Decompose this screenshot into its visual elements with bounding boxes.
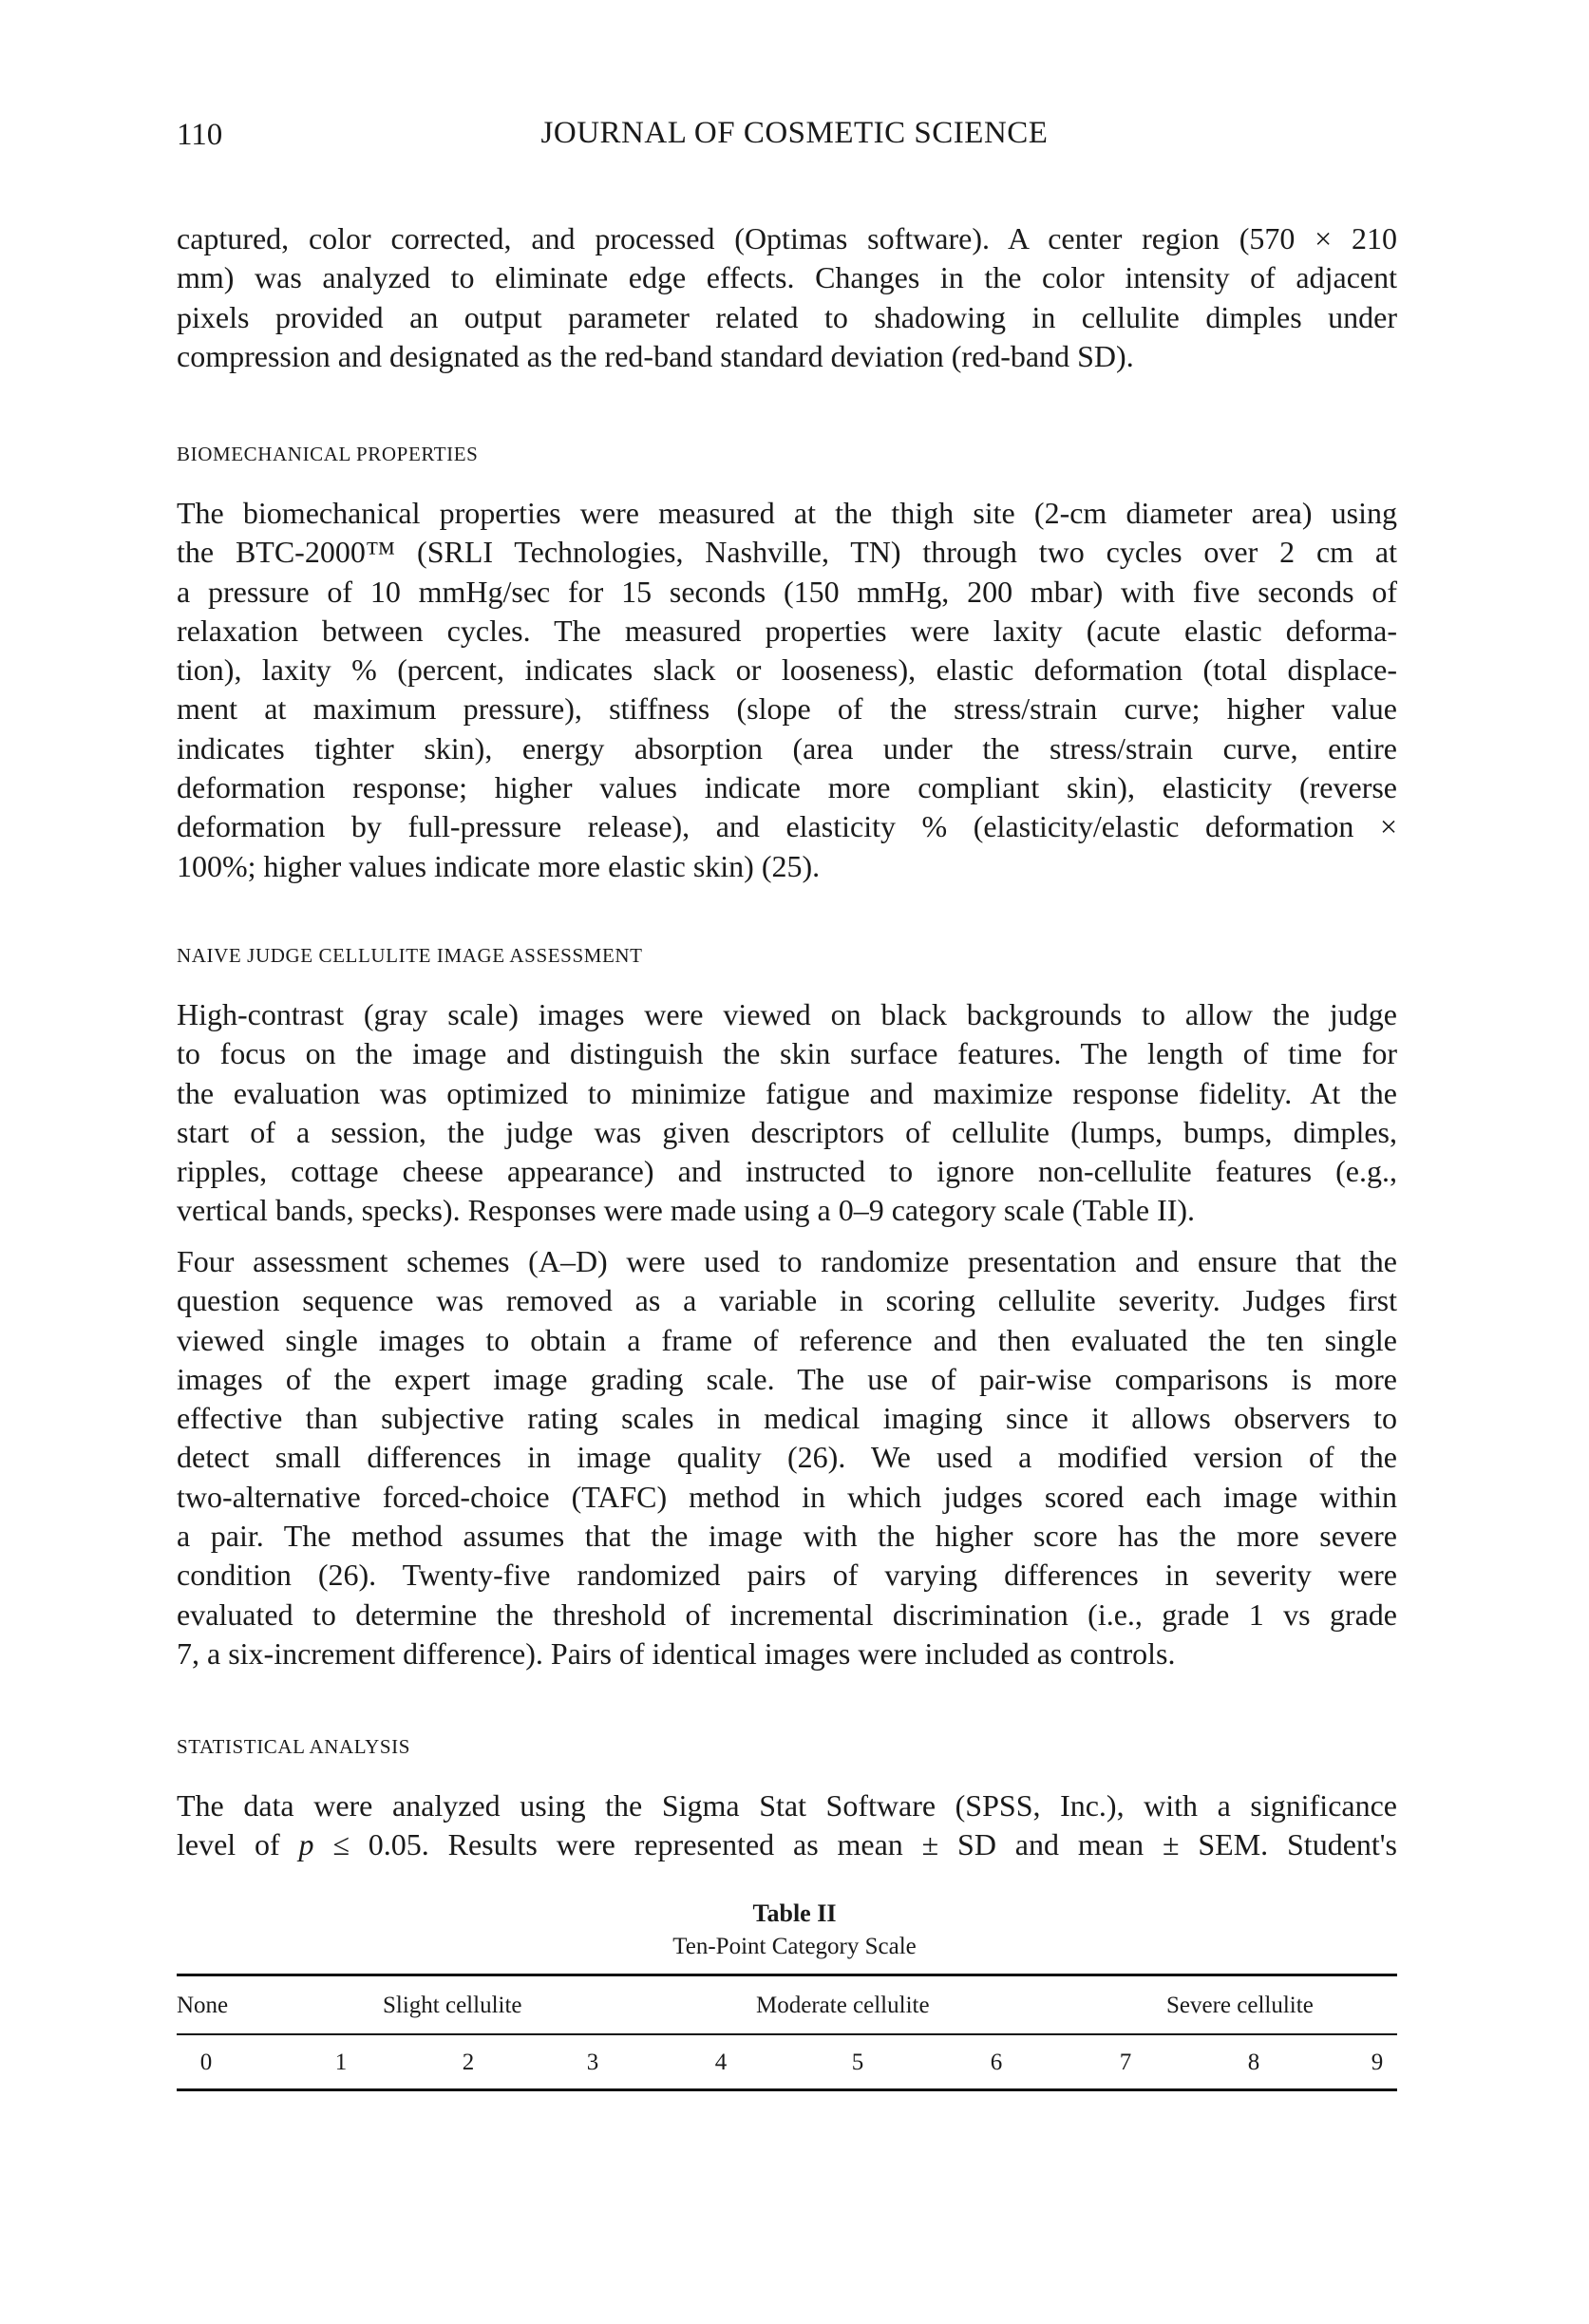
section-heading-naive-judge: NAIVE JUDGE CELLULITE IMAGE ASSESSMENT bbox=[177, 944, 643, 967]
table-value: 7 bbox=[1119, 2050, 1132, 2075]
paragraph-assessment-schemes bbox=[177, 1242, 1397, 1673]
text-line: question sequence was removed as a variable in scoring cellulite severity. Judges first bbox=[177, 1283, 1397, 1318]
text-line: The biomechanical properties were measured at the thigh site (2-cm diameter area) using bbox=[177, 496, 1397, 530]
paragraph-biomechanical bbox=[177, 494, 1397, 886]
text-line: indicates tighter skin), energy absorption (area under the stress/strain curve, entire bbox=[177, 730, 1397, 765]
table-value: 4 bbox=[714, 2050, 728, 2075]
text-line: Four assessment schemes (A–D) were used to randomize presentation and ensure that the bbox=[177, 1244, 1397, 1278]
table-header-slight: Slight cellulite bbox=[383, 1993, 522, 2018]
table-subtitle: Ten-Point Category Scale bbox=[672, 1934, 917, 1959]
paragraph-naive-judge bbox=[177, 995, 1397, 1231]
table-header-moderate: Moderate cellulite bbox=[756, 1993, 930, 2018]
table-header-none: None bbox=[177, 1993, 229, 2018]
text-line bbox=[177, 1825, 1397, 1864]
table-title: Table II bbox=[752, 1899, 837, 1927]
table-value: 2 bbox=[462, 2050, 475, 2075]
text-line: 7, a six-increment difference). Pairs of identical images were included as controls. bbox=[177, 1635, 1176, 1671]
text-line: vertical bands, specks). Responses were made using a 0–9 category scale (Table II). bbox=[177, 1193, 1196, 1228]
text-line: relaxation between cycles. The measured properties were laxity (acute elastic deforma- bbox=[177, 613, 1397, 648]
text-line: compression and designated as the red-band standard deviation (red-band SD). bbox=[177, 338, 1134, 373]
text-line: ment at maximum pressure), stiffness (slope of the stress/strain curve; higher value bbox=[177, 691, 1397, 727]
text-line: pixels provided an output parameter related to shadowing in cellulite dimples under bbox=[177, 299, 1397, 334]
text-line: detect small differences in image quality (26). We used a modified version of the bbox=[177, 1440, 1397, 1475]
table-value: 6 bbox=[990, 2050, 1003, 2075]
text-line: deformation response; higher values indicate more compliant skin), elasticity (reverse bbox=[177, 770, 1397, 805]
text-line: images of the expert image grading scale. The use of pair-wise comparisons is more bbox=[177, 1361, 1397, 1396]
table-value: 0 bbox=[199, 2050, 213, 2075]
text-line: to focus on the image and distinguish the skin surface features. The length of time for bbox=[177, 1036, 1397, 1071]
text-line: tion), laxity % (percent, indicates slack or looseness), elastic deformation (total displace- bbox=[177, 652, 1397, 688]
table-value: 5 bbox=[851, 2050, 864, 2075]
text-line: two-alternative forced-choice (TAFC) method in which judges scored each image within bbox=[177, 1479, 1397, 1514]
text-line: the BTC-2000™ (SRLI Technologies, Nashville, TN) through two cycles over 2 cm at bbox=[177, 535, 1397, 570]
table-value: 1 bbox=[334, 2050, 348, 2075]
text-line: the evaluation was optimized to minimize fatigue and maximize response fidelity. At the bbox=[177, 1075, 1397, 1110]
text-line: High-contrast (gray scale) images were viewed on black backgrounds to allow the judge bbox=[177, 997, 1397, 1031]
text-line: 100%; higher values indicate more elastic skin) (25). bbox=[177, 848, 821, 883]
table-bottom-rule bbox=[177, 2088, 1397, 2091]
section-heading-statistical: STATISTICAL ANALYSIS bbox=[177, 1735, 411, 1758]
page-number: 110 bbox=[177, 118, 223, 152]
text-line: viewed single images to obtain a frame of reference and then evaluated the ten single bbox=[177, 1322, 1397, 1357]
text-line: effective than subjective rating scales in medical imaging since it allows observers to bbox=[177, 1401, 1397, 1436]
text-line: mm) was analyzed to eliminate edge effects. Changes in the color intensity of adjacent bbox=[177, 260, 1397, 295]
paragraph-image-analysis bbox=[177, 219, 1397, 376]
text-span: ≤ 0.05. Results were represented as mean ± SD and mean ± SEM. Student's bbox=[313, 1827, 1398, 1862]
text-line: evaluated to determine the threshold of incremental discrimination (i.e., grade 1 vs grade bbox=[177, 1597, 1397, 1632]
text-line: a pressure of 10 mmHg/sec for 15 seconds (150 mmHg, 200 mbar) with five seconds of bbox=[177, 574, 1397, 609]
text-line: deformation by full-pressure release), and elasticity % (elasticity/elastic deformation × bbox=[177, 809, 1397, 844]
table-header-severe: Severe cellulite bbox=[1166, 1993, 1314, 2018]
text-line: start of a session, the judge was given descriptors of cellulite (lumps, bumps, dimples, bbox=[177, 1114, 1397, 1149]
text-line: condition (26). Twenty-five randomized pairs of varying differences in severity were bbox=[177, 1558, 1397, 1593]
table-value: 3 bbox=[586, 2050, 599, 2075]
paragraph-statistical bbox=[177, 1786, 1397, 1865]
text-line: captured, color corrected, and processed (Optimas software). A center region (570 × 210 bbox=[177, 221, 1397, 255]
p-symbol: p bbox=[298, 1827, 314, 1862]
text-line: The data were analyzed using the Sigma Stat Software (SPSS, Inc.), with a significance bbox=[177, 1788, 1397, 1823]
section-heading-biomechanical: BIOMECHANICAL PROPERTIES bbox=[177, 443, 479, 465]
table-mid-rule bbox=[177, 2033, 1397, 2035]
table-top-rule bbox=[177, 1974, 1397, 1976]
running-header: JOURNAL OF COSMETIC SCIENCE bbox=[540, 116, 1049, 150]
table-value: 9 bbox=[1371, 2050, 1384, 2075]
text-line: a pair. The method assumes that the image with the higher score has the more severe bbox=[177, 1519, 1397, 1554]
text-span: level of bbox=[177, 1827, 299, 1862]
text-line: ripples, cottage cheese appearance) and instructed to ignore non-cellulite features (e.g., bbox=[177, 1154, 1397, 1189]
table-value: 8 bbox=[1247, 2050, 1260, 2075]
